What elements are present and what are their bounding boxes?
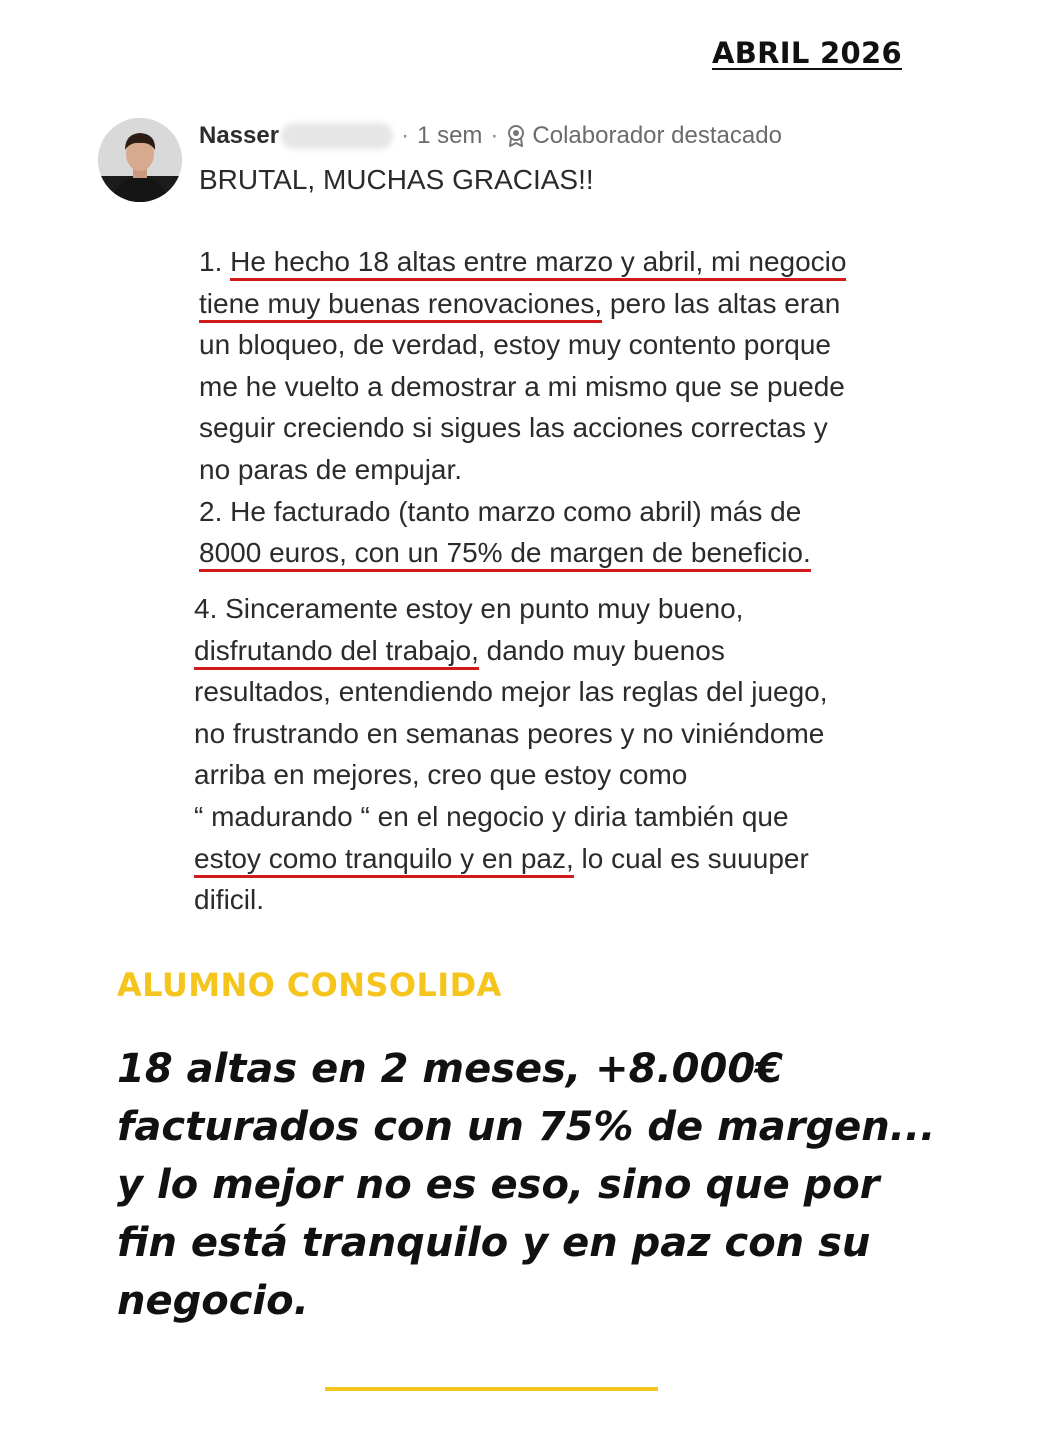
highlight-disfrutando: disfrutando del trabajo, (194, 635, 479, 670)
blurred-surname (281, 123, 393, 149)
section-label: ALUMNO CONSOLIDA (117, 966, 502, 1004)
highlight-renovaciones: tiene muy buenas renovaciones, (199, 288, 602, 323)
user-avatar-icon (98, 118, 182, 202)
author-name[interactable]: Nasser (199, 122, 280, 149)
highlight-tranquilo: estoy como tranquilo y en paz, (194, 843, 574, 878)
highlight-facturacion: 8000 euros, con un 75% de margen de beneficio. (199, 537, 811, 572)
headline-line: y lo mejor no es eso, sino que por (117, 1162, 880, 1208)
point-1-line-5: seguir creciendo si sigues las acciones correctas y (199, 412, 828, 444)
separator-dot: · (401, 122, 410, 149)
highlight-altas: He hecho 18 altas entre marzo y abril, mi negocio (230, 246, 846, 281)
contributor-badge: Colaborador destacado (532, 122, 782, 149)
point-4-line-3: resultados, entendiendo mejor las reglas del juego, (194, 676, 828, 708)
headline (117, 1040, 977, 1330)
point-2-line-2 (199, 532, 811, 574)
point-1-line-2-rest: pero las altas eran (602, 287, 841, 319)
accent-divider (325, 1387, 658, 1391)
point-4-line-1: 4. Sinceramente estoy en punto muy bueno, (194, 593, 744, 624)
award-ribbon-icon (506, 124, 526, 148)
point-1-line-4: me he vuelto a demostrar a mi mismo que se puede (199, 370, 845, 402)
point-1-line-6: no paras de empujar. (199, 454, 463, 485)
headline-line: 18 altas en 2 meses, +8.000€ (117, 1046, 783, 1092)
point-4-line-8: dificil. (194, 884, 265, 916)
point-4-line-5: arriba en mejores, creo que estoy como (194, 759, 688, 791)
avatar[interactable] (98, 118, 182, 202)
headline-line: fin está tranquilo y en paz con su (117, 1220, 871, 1266)
separator-dot: · (490, 122, 499, 149)
point-2-line-1: 2. He facturado (tanto marzo como abril) más de (199, 495, 802, 527)
point-1-line-1 (199, 241, 846, 283)
point-4-line-7 (194, 838, 809, 880)
date-label: ABRIL 2026 (712, 36, 902, 70)
post-time: 1 sem (417, 122, 483, 149)
headline-line: facturados con un 75% de margen... (117, 1104, 936, 1150)
point-1-prefix: 1. (199, 246, 231, 277)
headline-line: negocio. (117, 1278, 309, 1324)
comment-header (199, 120, 782, 152)
point-4-line-2 (194, 630, 725, 672)
point-4-line-7-rest: lo cual es suuuper (573, 842, 809, 874)
point-1-line-3: un bloqueo, de verdad, estoy muy contento porque (199, 329, 831, 361)
comment-greeting: BRUTAL, MUCHAS GRACIAS!! (199, 164, 594, 195)
point-4-line-2-rest: dando muy buenos (478, 634, 725, 666)
point-4-line-6: “ madurando “ en el negocio y diria también que (194, 801, 789, 832)
point-4-line-4: no frustrando en semanas peores y no viniéndome (194, 717, 825, 749)
point-1-line-2 (199, 283, 840, 325)
